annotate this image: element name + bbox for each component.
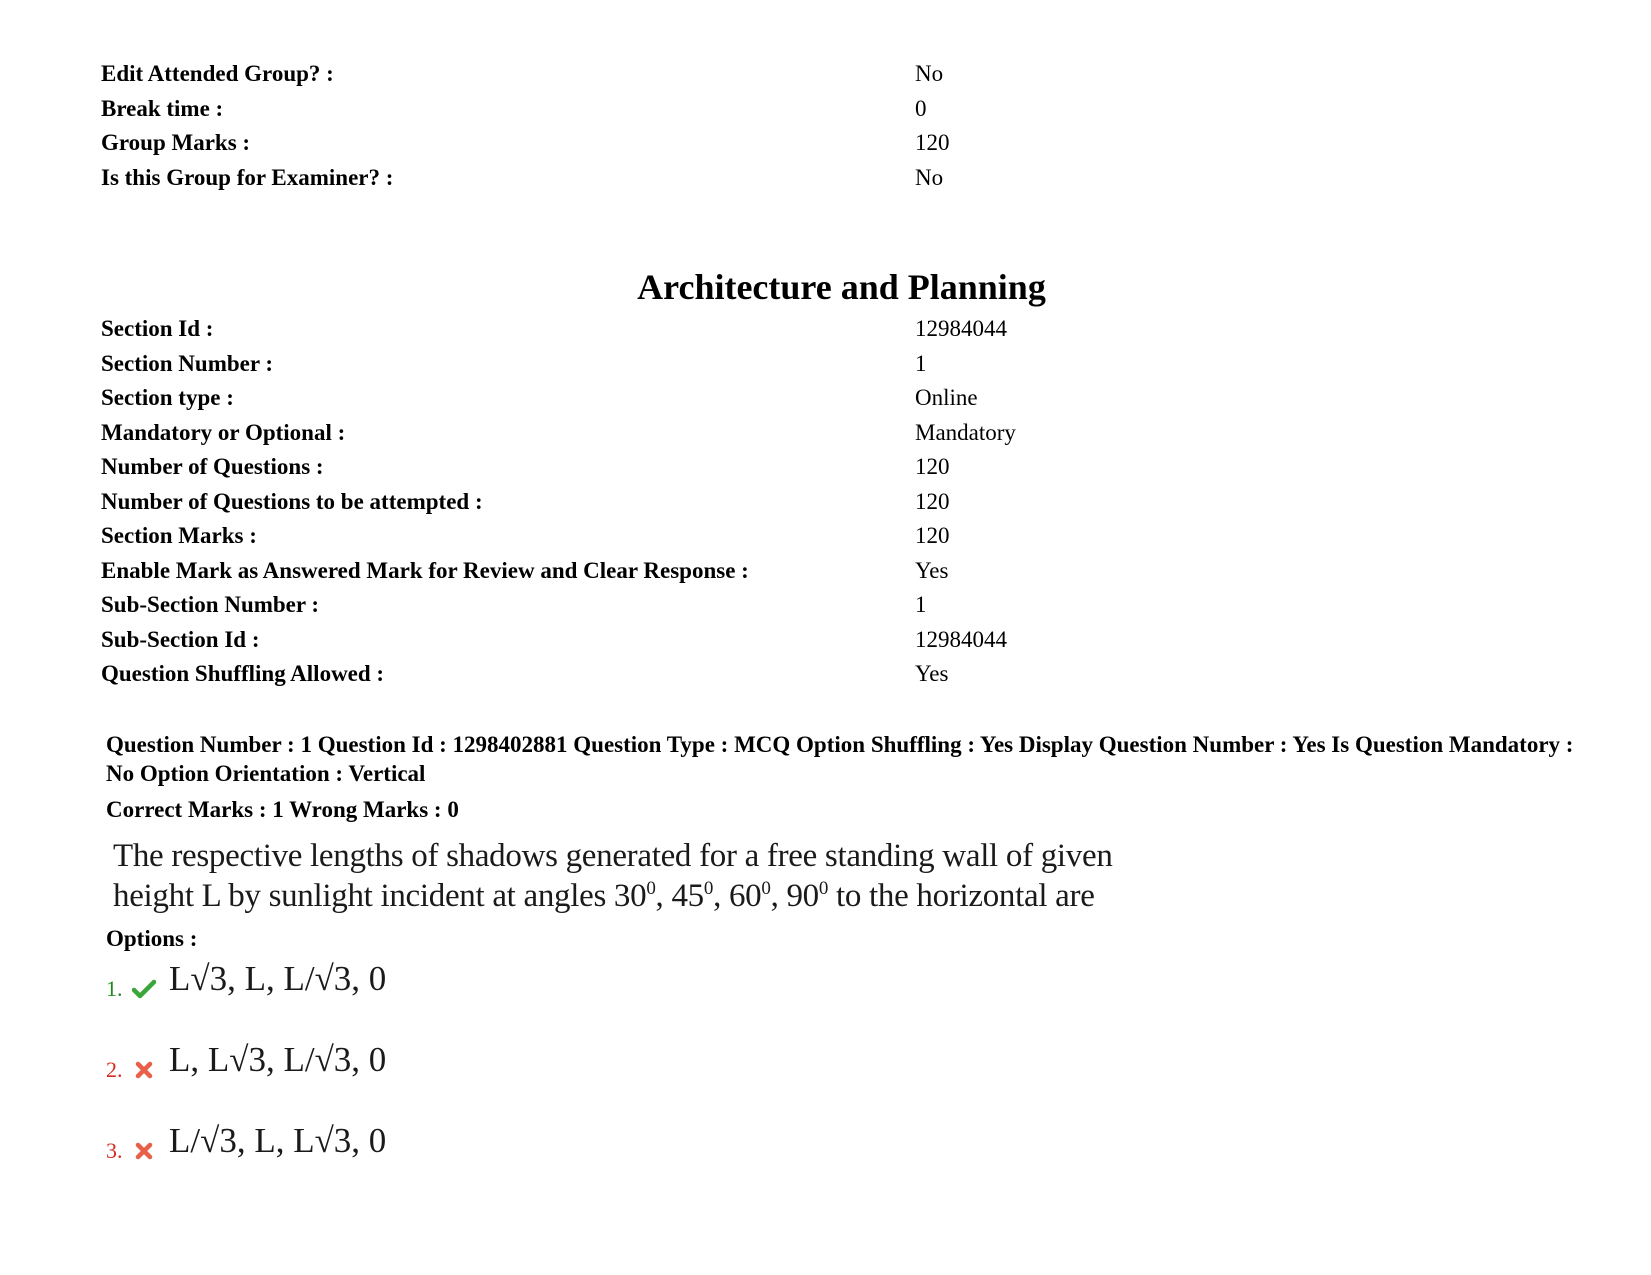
field-label: Number of Questions to be attempted : (101, 488, 483, 514)
field-value: 120 (915, 488, 950, 514)
option-3 (106, 1117, 706, 1167)
cross-icon (132, 1141, 156, 1161)
field-label: Number of Questions : (101, 454, 324, 479)
group-info-row (101, 126, 950, 161)
field-label: Group Marks : (101, 130, 251, 155)
field-value: 1 (915, 350, 927, 376)
group-info-row (101, 161, 950, 196)
field-label: Sub-Section Number : (101, 592, 320, 617)
question-text (113, 836, 1213, 916)
section-info-table (101, 312, 1016, 692)
field-value: Yes (915, 661, 949, 686)
question-text-line-2 (113, 876, 1213, 916)
field-value: 0 (915, 95, 927, 121)
option-2 (106, 1036, 706, 1086)
section-info-row (101, 485, 1016, 520)
field-label: Break time : (101, 95, 224, 121)
section-info-row (101, 657, 1016, 692)
group-info-row (101, 92, 950, 127)
field-value: No (915, 164, 944, 190)
field-value: 120 (915, 130, 950, 155)
question-metadata: Question Number : 1 Question Id : 1298402881 Question Type : MCQ Option Shuffling : Yes Display Question Number : Yes Is Question Mandatory : No Option Orientation : Vertical (106, 732, 1574, 786)
question-marks: Correct Marks : 1 Wrong Marks : 0 (106, 797, 459, 822)
degree-superscript: 0 (703, 878, 714, 899)
group-info-table (101, 57, 950, 195)
section-info-row (101, 312, 1016, 347)
section-info-row (101, 623, 1016, 658)
section-info-row (101, 381, 1016, 416)
section-info-row (101, 450, 1016, 485)
degree-superscript: 0 (818, 878, 829, 899)
option-1 (106, 955, 706, 1005)
field-value: Online (915, 385, 978, 410)
group-info-row (101, 57, 950, 92)
option-text: L/√3, L, L√3, 0 (169, 1121, 387, 1160)
section-info-row (101, 347, 1016, 382)
degree-superscript: 0 (761, 878, 771, 899)
field-value: Mandatory (915, 419, 1016, 445)
section-info-row (101, 416, 1016, 451)
field-value: 120 (915, 523, 950, 548)
options-label: Options : (106, 926, 198, 951)
question-text-line-1: The respective lengths of shadows generated for a free standing wall of given (113, 838, 1113, 874)
section-info-row (101, 554, 1016, 589)
field-value: 12984044 (915, 316, 1007, 341)
field-value: 1 (915, 592, 927, 617)
question-text-segment: height L by sunlight incident at angles 30 (113, 878, 647, 914)
field-label: Mandatory or Optional : (101, 419, 346, 445)
section-title: Architecture and Planning (637, 267, 1046, 307)
field-value: 120 (915, 454, 950, 479)
field-label: Is this Group for Examiner? : (101, 164, 394, 190)
field-label: Section Number : (101, 350, 274, 376)
field-value: 12984044 (915, 626, 1007, 652)
field-label: Enable Mark as Answered Mark for Review and Clear Response : (101, 557, 749, 583)
question-text-segment: , 45 (655, 878, 704, 914)
field-label: Section Marks : (101, 523, 257, 548)
option-text: L, L√3, L/√3, 0 (169, 1040, 387, 1079)
degree-superscript: 0 (646, 878, 656, 899)
option-number: 2. (106, 1057, 123, 1082)
section-info-row (101, 588, 1016, 623)
section-info-row (101, 519, 1016, 554)
question-text-segment: , 60 (713, 878, 762, 914)
option-number: 1. (106, 976, 123, 1001)
field-value: Yes (915, 557, 949, 583)
question-text-segment: , 90 (770, 878, 819, 914)
field-label: Section type : (101, 385, 234, 410)
check-icon (132, 979, 156, 999)
option-number: 3. (106, 1138, 123, 1163)
field-label: Edit Attended Group? : (101, 61, 334, 86)
cross-icon (132, 1060, 156, 1080)
option-text: L√3, L, L/√3, 0 (169, 959, 387, 998)
question-text-segment: to the horizontal are (828, 878, 1095, 914)
field-label: Sub-Section Id : (101, 626, 260, 652)
field-label: Section Id : (101, 316, 214, 341)
field-label: Question Shuffling Allowed : (101, 661, 385, 686)
field-value: No (915, 61, 944, 86)
